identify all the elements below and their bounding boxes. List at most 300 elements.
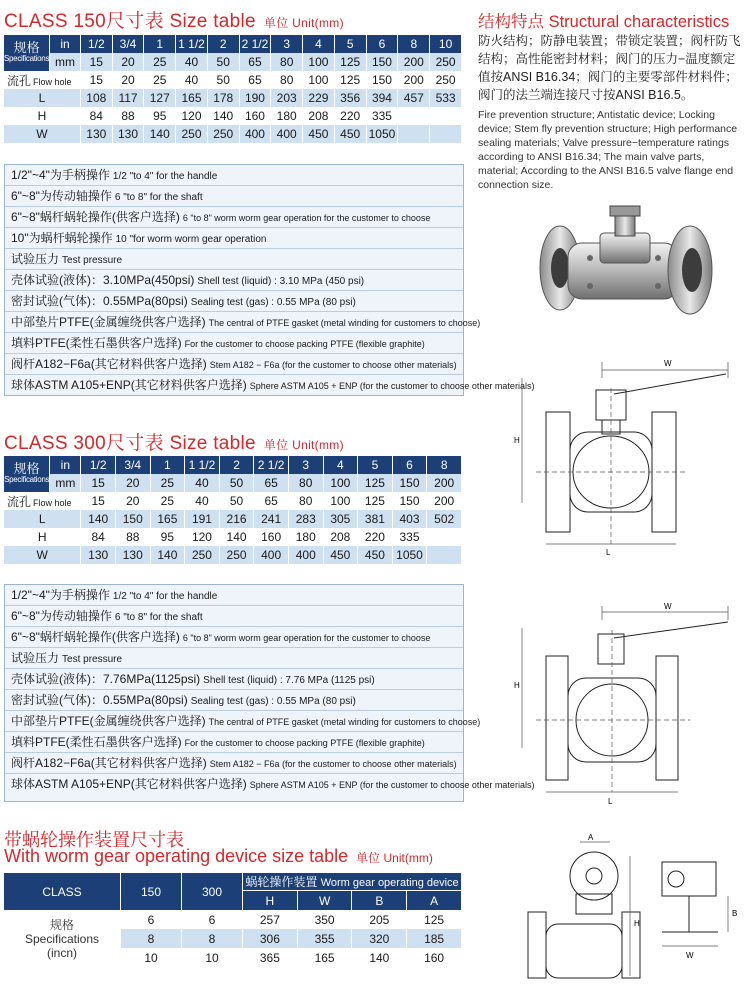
table-cell: 140 bbox=[150, 546, 185, 564]
note-cn: 填料PTFE(柔性石墨供客户选择) bbox=[11, 336, 182, 350]
inch-header: 2 bbox=[207, 35, 239, 53]
inch-header: 10 bbox=[430, 35, 462, 53]
worm-cell: 355 bbox=[297, 929, 352, 948]
mm-header: 125 bbox=[358, 474, 393, 492]
table-cell: 95 bbox=[144, 107, 176, 125]
inch-header: 8 bbox=[427, 456, 462, 474]
table-row bbox=[4, 71, 462, 89]
flow-hole-label bbox=[4, 71, 80, 89]
mm-header: 40 bbox=[176, 53, 208, 71]
table-cell: 457 bbox=[398, 89, 430, 107]
table-row bbox=[4, 53, 462, 71]
inch-header: 1/2 bbox=[81, 456, 116, 474]
note-cn: 壳体试验(液体)：3.10MPa(450psi) bbox=[11, 273, 195, 287]
table-cell: 88 bbox=[112, 107, 144, 125]
valve-drawing-class300 bbox=[506, 598, 742, 808]
table-cell: 403 bbox=[392, 510, 427, 528]
table-cell: 130 bbox=[80, 125, 112, 143]
worm-cell: 205 bbox=[352, 910, 407, 929]
worm-cell: 140 bbox=[352, 948, 407, 967]
inch-header: 5 bbox=[334, 35, 366, 53]
worm-cell: 185 bbox=[407, 929, 462, 948]
table-cell: 191 bbox=[185, 510, 220, 528]
class150-size-table bbox=[4, 35, 462, 143]
table-row bbox=[4, 456, 462, 474]
table-cell: 150 bbox=[392, 492, 427, 510]
note-row bbox=[5, 648, 463, 669]
worm-device-label-cn: 蜗轮操作装置 bbox=[245, 875, 318, 889]
note-en: 6 "to 8" for the shaft bbox=[114, 192, 203, 203]
note-en: For the customer to choose packing PTFE (flexible graphite) bbox=[184, 339, 425, 349]
dim-label-h: H bbox=[514, 436, 520, 445]
mm-header: 250 bbox=[430, 53, 462, 71]
inch-header: 3 bbox=[288, 456, 323, 474]
table-cell: 203 bbox=[271, 89, 303, 107]
class300-size-table bbox=[4, 456, 462, 564]
row-label: H bbox=[4, 528, 81, 546]
mm-header: 25 bbox=[144, 53, 176, 71]
table-row bbox=[4, 546, 462, 564]
note-cn: 1/2"~4"为手柄操作 bbox=[11, 588, 110, 602]
note-row bbox=[5, 333, 463, 354]
note-en: Sphere ASTM A105 + ENP (for the customer to choose other materials) bbox=[249, 381, 535, 391]
inch-header: 2 1/2 bbox=[254, 456, 289, 474]
mm-header: 65 bbox=[239, 53, 271, 71]
note-en: The central of PTFE gasket (metal winding for customers to choose) bbox=[208, 717, 481, 727]
note-en: Stem A182 − F6a (for the customer to choose other materials) bbox=[209, 759, 457, 769]
note-row bbox=[5, 606, 463, 627]
class150-title-text: CLASS 150尺寸表 Size table bbox=[4, 11, 256, 32]
spec-label-en: Specifications bbox=[4, 54, 50, 63]
worm-cell: 365 bbox=[243, 948, 298, 967]
flow-label-en: Flow hole bbox=[33, 497, 72, 508]
mm-header: 200 bbox=[398, 53, 430, 71]
inch-header: 1 bbox=[144, 35, 176, 53]
valve-photo bbox=[530, 198, 730, 328]
mm-header: 200 bbox=[427, 474, 462, 492]
table-cell: 117 bbox=[112, 89, 144, 107]
table-cell: 1050 bbox=[392, 546, 427, 564]
note-row bbox=[5, 711, 481, 732]
table-cell: 178 bbox=[207, 89, 239, 107]
mm-label: mm bbox=[50, 474, 81, 492]
table-cell bbox=[427, 528, 462, 546]
table-cell: 450 bbox=[323, 546, 358, 564]
worm-title bbox=[4, 846, 433, 867]
dim-label-l: L bbox=[606, 548, 611, 557]
table-row bbox=[4, 107, 462, 125]
table-cell: 250 bbox=[176, 125, 208, 143]
table-cell: 150 bbox=[366, 71, 398, 89]
worm-title-cn: 带蜗轮操作装置尺寸表 bbox=[4, 830, 184, 850]
row-label: L bbox=[4, 510, 81, 528]
note-row bbox=[5, 627, 463, 648]
table-cell: 40 bbox=[185, 492, 220, 510]
table-cell: 84 bbox=[81, 528, 116, 546]
table-cell: 95 bbox=[150, 528, 185, 546]
worm-device-header bbox=[243, 873, 462, 891]
table-cell: 15 bbox=[81, 492, 116, 510]
table-cell: 127 bbox=[144, 89, 176, 107]
table-cell: 80 bbox=[271, 71, 303, 89]
note-en: Shell test (liquid) : 3.10 MPa (450 psi) bbox=[197, 276, 365, 287]
dim-label-b: B bbox=[732, 909, 738, 918]
inch-header: 1/2 bbox=[80, 35, 112, 53]
worm-spec-unit: (incn) bbox=[46, 945, 77, 960]
flow-label-cn: 流孔 bbox=[7, 494, 32, 509]
row-label: W bbox=[4, 546, 81, 564]
worm-cell: 165 bbox=[297, 948, 352, 967]
class300-title bbox=[4, 428, 344, 455]
worm-title-en: With worm gear operating device size table bbox=[4, 846, 349, 866]
note-en: Stem A182 − F6a (for the customer to choose other materials) bbox=[209, 360, 457, 370]
table-cell: 450 bbox=[358, 546, 393, 564]
table-cell: 150 bbox=[115, 510, 150, 528]
note-cn: 阀杆A182−F6a(其它材料供客户选择) bbox=[11, 756, 207, 770]
dim-label-h: H bbox=[634, 919, 640, 928]
note-en: 1/2 "to 4" for the handle bbox=[112, 171, 218, 182]
inch-header: 3/4 bbox=[115, 456, 150, 474]
flow-label-en: Flow hole bbox=[33, 76, 72, 87]
inch-header: 1 1/2 bbox=[176, 35, 208, 53]
spec-label-cell bbox=[4, 35, 50, 71]
inch-header: 1 bbox=[150, 456, 185, 474]
note-cn: 试验压力 bbox=[11, 252, 60, 266]
note-en: Sphere ASTM A105 + ENP (for the customer to choose other materials) bbox=[249, 780, 535, 790]
table-row bbox=[4, 35, 462, 53]
note-row bbox=[5, 312, 481, 333]
structural-cn: 防火结构；防静电装置；带锁定装置；阀杆防飞结构；高性能密封材料；阀门的压力−温度额定值按ANSI B16.34；阀门的主要零部件材料件；阀门的法兰端连接尺寸按ANSI B16.5。 bbox=[478, 34, 741, 102]
table-cell: 216 bbox=[219, 510, 254, 528]
worm-device-label-en: Worm gear operating device bbox=[320, 877, 459, 889]
table-cell: 250 bbox=[185, 546, 220, 564]
table-cell: 200 bbox=[398, 71, 430, 89]
table-cell: 283 bbox=[288, 510, 323, 528]
worm-col-150: 150 bbox=[121, 873, 182, 910]
note-row bbox=[5, 270, 463, 291]
table-cell: 125 bbox=[358, 492, 393, 510]
note-cn: 球体ASTM A105+ENP(其它材料供客户选择) bbox=[11, 378, 247, 392]
worm-cell: 160 bbox=[407, 948, 462, 967]
table-cell: 25 bbox=[144, 71, 176, 89]
inch-header: 6 bbox=[366, 35, 398, 53]
worm-sub-h: H bbox=[243, 891, 298, 911]
note-row bbox=[5, 690, 463, 711]
note-en: Test pressure bbox=[62, 255, 123, 266]
note-cn: 6"~8"蜗杆蜗轮操作(供客户选择) bbox=[11, 630, 180, 644]
note-en: 6 "to 8" for the shaft bbox=[114, 612, 203, 623]
table-cell: 200 bbox=[427, 492, 462, 510]
worm-cell: 10 bbox=[121, 948, 182, 967]
mm-label: mm bbox=[50, 53, 81, 71]
table-cell: 180 bbox=[288, 528, 323, 546]
note-cn: 6"~8"蜗杆蜗轮操作(供客户选择) bbox=[11, 210, 180, 224]
note-row bbox=[5, 375, 535, 395]
mm-header: 25 bbox=[150, 474, 185, 492]
worm-cell: 320 bbox=[352, 929, 407, 948]
worm-cell: 306 bbox=[243, 929, 298, 948]
table-cell: 1050 bbox=[366, 125, 398, 143]
table-cell: 394 bbox=[366, 89, 398, 107]
note-en: Shell test (liquid) : 7.76 MPa (1125 psi) bbox=[203, 675, 375, 686]
note-en: 6 "to 8" worm worm gear operation for the customer to choose bbox=[182, 633, 431, 643]
table-cell: 84 bbox=[80, 107, 112, 125]
table-cell: 450 bbox=[303, 125, 335, 143]
inch-header: 3/4 bbox=[112, 35, 144, 53]
worm-cell: 8 bbox=[121, 929, 182, 948]
table-cell: 241 bbox=[254, 510, 289, 528]
table-cell: 250 bbox=[219, 546, 254, 564]
table-cell: 20 bbox=[112, 71, 144, 89]
table-cell: 305 bbox=[323, 510, 358, 528]
table-cell: 40 bbox=[176, 71, 208, 89]
worm-cell: 6 bbox=[121, 910, 182, 929]
note-cn: 6"~8"为传动轴操作 bbox=[11, 609, 112, 623]
spec-label-cell bbox=[4, 456, 50, 492]
inch-header: 5 bbox=[358, 456, 393, 474]
note-row bbox=[5, 669, 463, 690]
table-row bbox=[4, 474, 462, 492]
worm-col-class: CLASS bbox=[4, 873, 121, 910]
note-en: 10 "for worm worm gear operation bbox=[115, 234, 267, 245]
table-cell: 400 bbox=[288, 546, 323, 564]
mm-header: 125 bbox=[334, 53, 366, 71]
note-row bbox=[5, 354, 463, 375]
table-cell: 140 bbox=[81, 510, 116, 528]
note-en: 6 "to 8" worm worm gear operation for the customer to choose bbox=[182, 213, 431, 223]
mm-header: 50 bbox=[207, 53, 239, 71]
table-cell: 335 bbox=[392, 528, 427, 546]
note-cn: 6"~8"为传动轴操作 bbox=[11, 189, 112, 203]
table-cell: 140 bbox=[219, 528, 254, 546]
worm-gear-drawing bbox=[506, 833, 742, 982]
worm-cell: 6 bbox=[182, 910, 243, 929]
inch-header: 2 bbox=[219, 456, 254, 474]
note-row bbox=[5, 228, 463, 249]
mm-header: 65 bbox=[254, 474, 289, 492]
table-cell: 180 bbox=[271, 107, 303, 125]
table-cell bbox=[427, 546, 462, 564]
table-cell: 250 bbox=[430, 71, 462, 89]
class300-title-text: CLASS 300尺寸表 Size table bbox=[4, 433, 256, 454]
spec-label-cn: 规格 bbox=[13, 40, 40, 55]
note-en: Sealing test (gas) : 0.55 MPa (80 psi) bbox=[190, 297, 356, 308]
worm-spec-cn: 规格 bbox=[49, 917, 74, 932]
note-row bbox=[5, 186, 463, 207]
in-label: in bbox=[50, 456, 81, 474]
table-cell: 130 bbox=[115, 546, 150, 564]
spec-label-cn: 规格 bbox=[13, 461, 40, 476]
table-cell bbox=[398, 125, 430, 143]
table-cell: 65 bbox=[239, 71, 271, 89]
dim-label-l: L bbox=[608, 797, 613, 806]
class150-notes bbox=[4, 164, 535, 396]
dim-label-w: W bbox=[686, 951, 694, 960]
note-cn: 密封试验(气体)：0.55MPa(80psi) bbox=[11, 294, 188, 308]
class300-notes bbox=[4, 584, 535, 802]
inch-header: 8 bbox=[398, 35, 430, 53]
table-cell: 100 bbox=[303, 71, 335, 89]
table-cell: 250 bbox=[207, 125, 239, 143]
table-cell: 88 bbox=[115, 528, 150, 546]
note-row bbox=[5, 249, 463, 270]
mm-header: 150 bbox=[392, 474, 427, 492]
inch-header: 1 1/2 bbox=[185, 456, 220, 474]
inch-header: 6 bbox=[392, 456, 427, 474]
inch-header: 2 1/2 bbox=[239, 35, 271, 53]
note-cn: 密封试验(气体)：0.55MPa(80psi) bbox=[11, 693, 188, 707]
valve-drawing-class150 bbox=[506, 348, 742, 558]
worm-cell: 257 bbox=[243, 910, 298, 929]
note-row bbox=[5, 207, 463, 228]
worm-cell: 8 bbox=[182, 929, 243, 948]
table-cell: 80 bbox=[288, 492, 323, 510]
worm-col-300: 300 bbox=[182, 873, 243, 910]
table-cell: 229 bbox=[303, 89, 335, 107]
note-row bbox=[5, 165, 463, 186]
worm-cell: 350 bbox=[297, 910, 352, 929]
note-row bbox=[5, 585, 463, 606]
mm-header: 50 bbox=[219, 474, 254, 492]
table-cell: 400 bbox=[239, 125, 271, 143]
table-cell: 190 bbox=[239, 89, 271, 107]
note-cn: 中部垫片PTFE(金属缠绕供客户选择) bbox=[11, 714, 206, 728]
worm-spec-cell bbox=[4, 910, 121, 967]
note-en: 1/2 "to 4" for the handle bbox=[112, 591, 218, 602]
mm-header: 40 bbox=[185, 474, 220, 492]
mm-header: 15 bbox=[81, 474, 116, 492]
worm-cell: 125 bbox=[407, 910, 462, 929]
table-row bbox=[4, 510, 462, 528]
note-en: Test pressure bbox=[62, 654, 123, 665]
table-cell: 130 bbox=[112, 125, 144, 143]
table-cell: 140 bbox=[144, 125, 176, 143]
table-cell: 220 bbox=[358, 528, 393, 546]
note-row bbox=[5, 753, 463, 774]
table-row bbox=[4, 492, 462, 510]
structural-en: Fire prevention structure; Antistatic device; Locking device; Stem fly prevention structure; High performance sealing materials; Valve pressure−temperature ratings according to ANSI B16.34; The main valve parts, material; According to the ANSI B16.5 valve flange end connection size. bbox=[478, 109, 738, 191]
note-cn: 10"为蜗杆蜗轮操作 bbox=[11, 231, 113, 245]
worm-unit: 单位 Unit(mm) bbox=[356, 851, 433, 865]
table-cell: 65 bbox=[254, 492, 289, 510]
note-cn: 壳体试验(液体)：7.76MPa(1125psi) bbox=[11, 672, 201, 686]
row-label: L bbox=[4, 89, 80, 107]
table-cell: 50 bbox=[207, 71, 239, 89]
table-row bbox=[4, 89, 462, 107]
dim-label-w: W bbox=[664, 359, 672, 368]
table-row bbox=[4, 528, 462, 546]
row-label: H bbox=[4, 107, 80, 125]
flow-label-cn: 流孔 bbox=[7, 73, 32, 88]
flow-hole-label bbox=[4, 492, 81, 510]
table-cell: 220 bbox=[334, 107, 366, 125]
mm-header: 100 bbox=[323, 474, 358, 492]
table-cell bbox=[430, 107, 462, 125]
worm-row bbox=[4, 910, 462, 929]
table-cell: 160 bbox=[254, 528, 289, 546]
note-cn: 试验压力 bbox=[11, 651, 60, 665]
dim-label-a: A bbox=[588, 833, 594, 842]
table-cell: 400 bbox=[254, 546, 289, 564]
table-cell: 25 bbox=[150, 492, 185, 510]
inch-header: 4 bbox=[323, 456, 358, 474]
mm-header: 150 bbox=[366, 53, 398, 71]
worm-sub-w: W bbox=[297, 891, 352, 911]
table-cell: 502 bbox=[427, 510, 462, 528]
table-cell: 140 bbox=[207, 107, 239, 125]
structural-title: 结构特点 Structural characteristics bbox=[478, 13, 730, 31]
worm-spec-en: Specifications bbox=[24, 931, 100, 946]
note-cn: 球体ASTM A105+ENP(其它材料供客户选择) bbox=[11, 777, 247, 791]
class300-unit: 单位 Unit(mm) bbox=[263, 438, 344, 452]
mm-header: 20 bbox=[115, 474, 150, 492]
mm-header: 80 bbox=[288, 474, 323, 492]
in-label: in bbox=[50, 35, 81, 53]
note-cn: 阀杆A182−F6a(其它材料供客户选择) bbox=[11, 357, 207, 371]
note-cn: 填料PTFE(柔性石墨供客户选择) bbox=[11, 735, 182, 749]
table-cell: 50 bbox=[219, 492, 254, 510]
dim-label-w: W bbox=[664, 602, 672, 611]
worm-sub-a: A bbox=[407, 891, 462, 911]
table-cell: 160 bbox=[239, 107, 271, 125]
note-en: The central of PTFE gasket (metal winding for customers to choose) bbox=[208, 318, 481, 328]
table-cell: 533 bbox=[430, 89, 462, 107]
note-cn: 中部垫片PTFE(金属缠绕供客户选择) bbox=[11, 315, 206, 329]
table-cell: 165 bbox=[150, 510, 185, 528]
row-label: W bbox=[4, 125, 80, 143]
table-cell: 125 bbox=[334, 71, 366, 89]
table-cell: 208 bbox=[303, 107, 335, 125]
table-cell: 400 bbox=[271, 125, 303, 143]
table-cell: 381 bbox=[358, 510, 393, 528]
table-cell: 208 bbox=[323, 528, 358, 546]
table-cell: 108 bbox=[80, 89, 112, 107]
dim-label-h: H bbox=[514, 681, 520, 690]
table-cell: 20 bbox=[115, 492, 150, 510]
note-en: Sealing test (gas) : 0.55 MPa (80 psi) bbox=[190, 696, 356, 707]
mm-header: 15 bbox=[80, 53, 112, 71]
table-cell: 356 bbox=[334, 89, 366, 107]
mm-header: 80 bbox=[271, 53, 303, 71]
note-cn: 1/2"~4"为手柄操作 bbox=[11, 168, 110, 182]
table-cell: 450 bbox=[334, 125, 366, 143]
spec-label-en: Specifications bbox=[4, 475, 50, 484]
table-cell: 165 bbox=[176, 89, 208, 107]
note-en: For the customer to choose packing PTFE (flexible graphite) bbox=[184, 738, 425, 748]
table-cell bbox=[430, 125, 462, 143]
inch-header: 3 bbox=[271, 35, 303, 53]
table-cell: 120 bbox=[176, 107, 208, 125]
class150-title bbox=[4, 6, 344, 33]
note-row bbox=[5, 291, 463, 312]
mm-header: 20 bbox=[112, 53, 144, 71]
mm-header: 100 bbox=[303, 53, 335, 71]
note-row bbox=[5, 774, 535, 794]
class150-unit: 单位 Unit(mm) bbox=[263, 16, 344, 30]
worm-cell: 10 bbox=[182, 948, 243, 967]
table-row bbox=[4, 125, 462, 143]
note-row bbox=[5, 732, 463, 753]
table-cell: 130 bbox=[81, 546, 116, 564]
worm-sub-b: B bbox=[352, 891, 407, 911]
table-cell bbox=[398, 107, 430, 125]
worm-size-table bbox=[4, 873, 462, 967]
table-cell: 120 bbox=[185, 528, 220, 546]
inch-header: 4 bbox=[303, 35, 335, 53]
table-cell: 100 bbox=[323, 492, 358, 510]
table-cell: 15 bbox=[80, 71, 112, 89]
table-cell: 335 bbox=[366, 107, 398, 125]
